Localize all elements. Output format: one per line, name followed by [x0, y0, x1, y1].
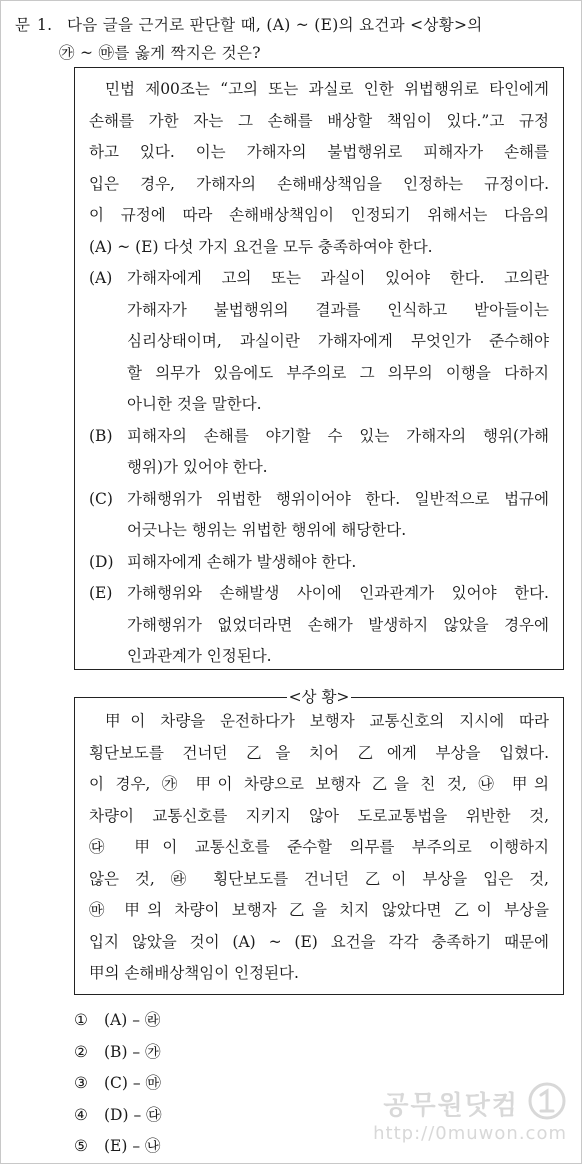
choice-marker: ① [74, 1011, 88, 1029]
choice-2[interactable] [74, 1037, 274, 1069]
condition-line: 가해행위와 손해발생 사이에 인과관계가 있어야 한다. [127, 584, 549, 602]
passage-line: 입은 경우, 가해자의 손해배상책임을 인정하는 규정이다. [89, 174, 549, 193]
question-number: 1. [37, 16, 53, 34]
condition-label: (E) [89, 584, 113, 602]
condition-label: (C) [89, 489, 113, 508]
condition-d [89, 547, 549, 579]
condition-c [89, 484, 549, 547]
condition-line: 행위)가 있어야 한다. [127, 458, 268, 476]
condition-label: (A) [89, 269, 113, 287]
passage-intro [89, 74, 549, 263]
situation-line: ㉲ 甲의 차량이 보행자 乙을 치지 않았다면 乙이 부상을 [89, 901, 549, 919]
condition-a [89, 263, 549, 421]
choice-marker: ② [74, 1042, 88, 1061]
passage-line: 이 규정에 따라 손해배상책임이 인정되기 위해서는 다음의 [89, 206, 549, 224]
situation-line: 횡단보도를 건너던 乙을 치어 乙에게 부상을 입혔다. [89, 743, 549, 762]
passage-line: 민법 제00조는 “고의 또는 과실로 인한 위법행위로 타인에게 [105, 80, 549, 98]
passage-line: 손해를 가한 자는 그 손해를 배상할 책임이 있다.”고 규정 [89, 111, 549, 130]
condition-line: 인과관계가 인정된다. [127, 647, 272, 665]
question-text-line-1: 다음 글을 근거로 판단할 때, (A) ~ (E)의 요건과 <상황>의 [67, 16, 483, 34]
question-text-line-2: ㉮ ~ ㉲를 옳게 짝지은 것은? [59, 44, 261, 62]
condition-label: (D) [89, 552, 114, 571]
situation-title: <상 황> [288, 688, 350, 706]
watermark-logo-icon [527, 1081, 567, 1121]
choice-marker: ⑤ [74, 1137, 88, 1155]
choice-text: (B) – ㉮ [104, 1042, 161, 1061]
condition-b [89, 421, 549, 484]
condition-line: 가해행위가 없었더라면 손해가 발생하지 않았을 경우에 [127, 615, 549, 634]
condition-line: 할 의무가 있음에도 부주의로 그 의무의 이행을 다하지 [127, 363, 549, 382]
condition-line: 가해행위가 위법한 행위이어야 한다. 일반적으로 법규에 [127, 489, 549, 508]
situation-line: 이 경우, ㉮ 甲이 차량으로 보행자 乙을 친 것, ㉯ 甲의 [89, 775, 549, 793]
choice-1[interactable] [74, 1005, 274, 1037]
choice-text: (D) – ㉰ [104, 1105, 162, 1124]
condition-line: 심리상태이며, 과실이란 가해자에게 무엇인가 준수해야 [127, 332, 549, 350]
condition-line: 어긋나는 행위는 위법한 행위에 해당한다. [127, 521, 407, 539]
question-label: 문 [15, 16, 31, 34]
situation-line: 甲이 차량을 운전하다가 보행자 교통신호의 지시에 따라 [105, 712, 549, 730]
watermark-url: http://0muwon.com [373, 1123, 567, 1144]
choice-3[interactable] [74, 1068, 274, 1100]
watermark [351, 1079, 571, 1159]
question-stem [15, 11, 571, 67]
choice-marker: ③ [74, 1074, 88, 1092]
situation-line: 甲의 손해배상책임이 인정된다. [89, 964, 299, 982]
choice-text: (E) – ㉯ [104, 1137, 161, 1155]
passage-line: (A) ~ (E) 다섯 가지 요건을 모두 충족하여야 한다. [89, 237, 433, 256]
condition-line: 피해자의 손해를 야기할 수 있는 가해자의 행위(가해 [127, 426, 549, 445]
passage-line: 하고 있다. 이는 가해자의 불법행위로 피해자가 손해를 [89, 143, 549, 161]
condition-label: (B) [89, 426, 113, 445]
choice-marker: ④ [74, 1105, 88, 1124]
watermark-title: 공무원닷컴 [383, 1091, 519, 1121]
choice-text: (A) – ㉱ [104, 1011, 161, 1029]
choice-5[interactable] [74, 1131, 274, 1163]
situation-text [89, 706, 549, 990]
choice-4[interactable] [74, 1100, 274, 1132]
situation-line: ㉰ 甲이 교통신호를 준수할 의무를 부주의로 이행하지 [89, 838, 549, 856]
condition-line: 피해자에게 손해가 발생해야 한다. [127, 552, 357, 571]
answer-choices [74, 1005, 274, 1163]
condition-line: 아니한 것을 말한다. [127, 395, 262, 413]
condition-e [89, 578, 549, 673]
situation-line: 않은 것, ㉱ 횡단보도를 건너던 乙이 부상을 입은 것, [89, 869, 549, 888]
condition-line: 가해자에게 고의 또는 과실이 있어야 한다. 고의란 [127, 269, 549, 287]
choice-text: (C) – ㉲ [104, 1074, 162, 1092]
situation-line: 차량이 교통신호를 지키지 않아 도로교통법을 위반한 것, [89, 806, 549, 825]
passage-box [74, 67, 564, 670]
condition-line: 가해자가 불법행위의 결과를 인식하고 받아들이는 [127, 300, 549, 319]
situation-line: 입지 않았을 것이 (A) ~ (E) 요건을 각각 충족하기 때문에 [89, 932, 549, 951]
situation-box [74, 688, 564, 995]
